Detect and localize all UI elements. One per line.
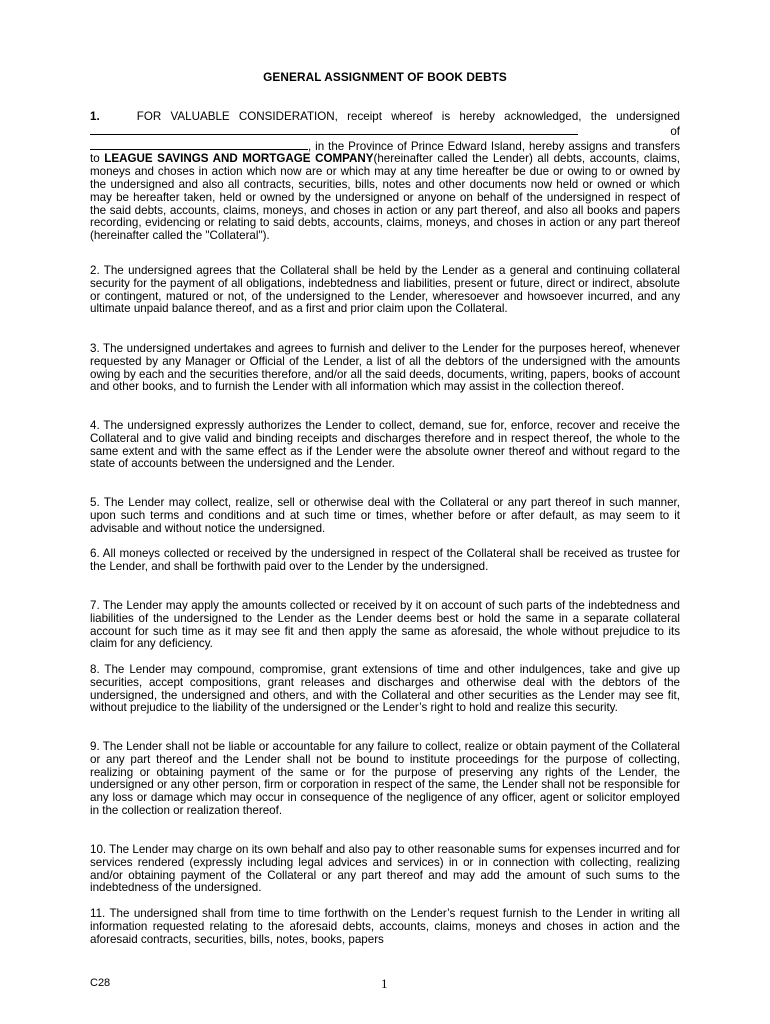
paragraph-1-province: , in the Province of Prince Edward Island, hereby assigns and transfers to [90, 139, 680, 166]
lender-company-name: LEAGUE SAVINGS AND MORTGAGE COMPANY [104, 152, 374, 166]
paragraph-6: 6. All moneys collected or received by the undersigned in respect of the Collateral shall be received as trustee for the Lender, and shall be forthwith paid over to the Lender by the undersigned. [90, 547, 680, 573]
paragraph-1-number: 1. [90, 110, 100, 123]
paragraph-1-lead: FOR VALUABLE CONSIDERATION, receipt whereof is hereby acknowledged, the undersigned [136, 110, 680, 123]
paragraph-10: 10. The Lender may charge on its own behalf and also pay to other reasonable sums for expenses incurred and for services rendered (expressly including legal advices and services) in or in connection with collecting, realizing and/or obtaining payment of the Collateral or any part thereof and may add the amount of such sums to the indebtedness of the undersigned. [90, 843, 680, 895]
paragraph-11: 11. The undersigned shall from time to time forthwith on the Lender’s request furnish to the Lender in writing all information requested relating to the aforesaid debts, accounts, claims, moneys and choses in action and the aforesaid contracts, securities, bills, notes, books, papers [90, 907, 680, 946]
paragraph-7: 7. The Lender may apply the amounts collected or received by it on account of such parts of the indebtedness and liabilities of the undersigned to the Lender as the Lender deems best or hold the same in a separate collateral account for such time as it may see fit and then apply the same as aforesaid, the whole without prejudice to its claim for any deficiency. [90, 599, 680, 651]
paragraph-1-rest: (hereinafter called the Lender) all debts, accounts, claims, moneys and choses in action which now are or which may at any time hereafter be due or owing to or owned by the undersigned and also all contracts, securities, bills, notes and other documents now held or owned or which may be hereafter taken, held or owned by the undersigned or anyone on behalf of the undersigned in respect of the said debts, accounts, claims, moneys, and choses in action or any part thereof, and also all books and papers recording, evidencing or relating to said debts, accounts, claims, moneys, and choses in action or any part thereof (hereinafter called the "Collateral"). [90, 152, 680, 243]
paragraph-3: 3. The undersigned undertakes and agrees to furnish and deliver to the Lender for the purposes hereof, whenever requested by any Manager or Official of the Lender, a list of all the debtors of the undersigned with the amounts owing by each and the securities therefore, and/or all the said deeds, documents, writing, papers, books of account and other books, and to furnish the Lender with all information which may assist in the collection thereof. [90, 342, 680, 394]
paragraph-4: 4. The undersigned expressly authorizes the Lender to collect, demand, sue for, enforce, recover and receive the Collateral and to give valid and binding receipts and discharges therefore and in respect thereof, the whole to the same extent and with the same effect as if the Lender were the absolute owner thereof and without regard to the state of accounts between the undersigned and the Lender. [90, 419, 680, 471]
paragraph-2: 2. The undersigned agrees that the Collateral shall be held by the Lender as a general and continuing collateral security for the payment of all obligations, indebtedness and liabilities, present or future, direct or indirect, absolute or contingent, matured or not, of the undersigned to the Lender, wheresoever and howsoever incurred, and any ultimate unpaid balance thereof, and as a first and prior claim upon the Collateral. [90, 264, 680, 316]
document-title: GENERAL ASSIGNMENT OF BOOK DEBTS [263, 70, 507, 84]
form-code: C28 [90, 977, 111, 989]
paragraph-1-of: of [670, 124, 680, 138]
paragraph-1 [90, 111, 680, 243]
paragraph-8: 8. The Lender may compound, compromise, grant extensions of time and other indulgences, take and give up securities, accept compositions, grant releases and discharges and otherwise deal with the debtors of the undersigned, the undersigned and others, and with the Collateral and other securities as the Lender may see fit, without prejudice to the liability of the undersigned or the Lender’s right to hold and realize this security. [90, 663, 680, 715]
page-number: 1 [381, 976, 388, 991]
paragraph-5: 5. The Lender may collect, realize, sell or otherwise deal with the Collateral or any part thereof in such manner, upon such terms and conditions and at such time or times, whether before or after default, as may seem to it advisable and without notice the undersigned. [90, 496, 680, 535]
undersigned-name-blank-2[interactable] [248, 124, 578, 135]
undersigned-address-blank[interactable] [90, 139, 308, 150]
paragraph-9: 9. The Lender shall not be liable or accountable for any failure to collect, realize or obtain payment of the Collateral or any part thereof and the Lender shall not be bound to institute proceedings for the purpose of collecting, realizing or obtaining payment of the same or for the purpose of preserving any rights of the Lender, the undersigned or any other person, firm or corporation in respect of the same, the Lender shall not be responsible for any loss or damage which may occur in consequence of the negligence of any officer, agent or solicitor employed in the collection or realization thereof. [90, 740, 680, 817]
undersigned-name-blank[interactable] [90, 124, 248, 135]
